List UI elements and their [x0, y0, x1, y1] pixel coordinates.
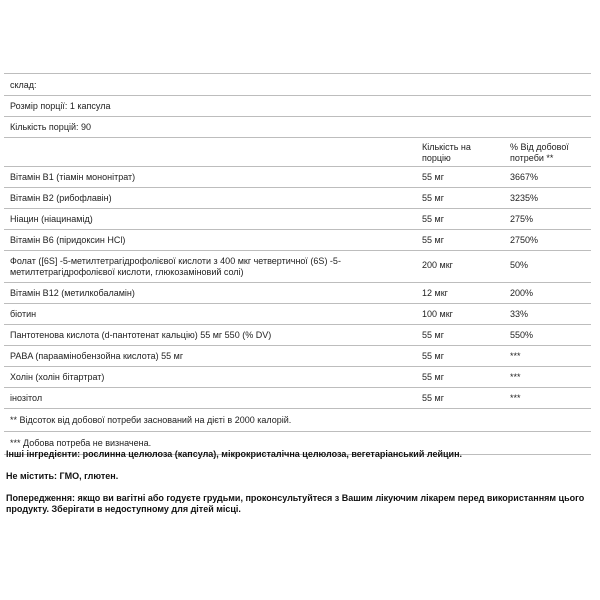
nutrient-amount: 200 мкг: [422, 260, 453, 270]
table-row: [4, 304, 591, 325]
warning-text: Попередження: якщо ви вагітні або годуєте грудьми, проконсультуйтеся з Вашим лікуючим лікарем перед використанням цього продукту. Зберігати в недоступному для дітей місці.: [6, 493, 585, 514]
undefined-footnote: *** Добова потреба не визначена.: [10, 438, 152, 448]
nutrient-amount: 100 мкг: [422, 309, 453, 319]
nutrient-name: PABA (параамінобензойна кислота) 55 мг: [10, 351, 184, 361]
nutrient-dv: 550%: [510, 330, 534, 340]
servings-count-row: [4, 117, 591, 138]
table-row: [4, 346, 591, 367]
nutrient-amount: 55 мг: [422, 235, 444, 245]
nutrient-amount: 55 мг: [422, 193, 444, 203]
nutrient-dv: 200%: [510, 288, 534, 298]
nutrient-name: Фолат ([6S] -5-метилтетрагідрофолієвої кислоти з 400 мкг четвертичної (6S) -5-метилтетрагідрофолієвої кислоти, глюкозаміновий солі): [10, 256, 341, 277]
table-row: [4, 230, 591, 251]
table-row: [4, 167, 591, 188]
nutrient-name: Ніацин (ніацинамід): [10, 214, 93, 224]
nutrient-dv: 3667%: [510, 172, 539, 182]
nutrient-name: Холін (холін бітартрат): [10, 372, 105, 382]
nutrient-amount: 55 мг: [422, 214, 444, 224]
nutrient-name: Вітамін B12 (метилкобаламін): [10, 288, 135, 298]
supplement-facts-table: [4, 73, 591, 455]
table-row: [4, 367, 591, 388]
nutrient-amount: 12 мкг: [422, 288, 448, 298]
composition-label: склад:: [10, 80, 37, 90]
nutrient-name: Вітамін B1 (тіамін мононітрат): [10, 172, 136, 182]
nutrient-amount: 55 мг: [422, 372, 444, 382]
composition-row: [4, 73, 591, 96]
nutrient-dv: 33%: [510, 309, 529, 319]
nutrient-dv: ***: [510, 351, 521, 361]
nutrient-name: Вітамін B6 (піридоксин HCl): [10, 235, 126, 245]
dv-footnote: ** Відсоток від добової потреби заснований на дієті в 2000 калорій.: [10, 415, 292, 425]
servings-count: Кількість порцій: 90: [10, 122, 92, 132]
nutrient-amount: 55 мг: [422, 172, 444, 182]
table-row: [4, 251, 591, 283]
nutrient-name: Вітамін B2 (рибофлавін): [10, 193, 112, 203]
nutrient-dv: ***: [510, 372, 521, 382]
footnote-row: [4, 409, 591, 432]
product-notes: [6, 449, 586, 515]
table-row: [4, 188, 591, 209]
table-row: [4, 325, 591, 346]
nutrient-dv: ***: [510, 393, 521, 403]
table-row: [4, 283, 591, 304]
does-not-contain: Не містить: ГМО, глютен.: [6, 471, 119, 481]
serving-size-row: [4, 96, 591, 117]
nutrient-name: інозітол: [10, 393, 43, 403]
nutrient-dv: 275%: [510, 214, 534, 224]
other-ingredients: Інші інгредієнти: рослинна целюлоза (капсула), мікрокристалічна целюлоза, вегетаріанський лейцин.: [6, 449, 463, 459]
serving-size: Розмір порції: 1 капсула: [10, 101, 111, 111]
table-row: [4, 209, 591, 230]
amount-per-serving-header: Кількість на порцію: [422, 142, 471, 163]
nutrient-amount: 55 мг: [422, 351, 444, 361]
nutrient-name: Пантотенова кислота (d-пантотенат кальцію) 55 мг 550 (% DV): [10, 330, 272, 340]
nutrient-dv: 3235%: [510, 193, 539, 203]
nutrient-dv: 2750%: [510, 235, 539, 245]
nutrient-amount: 55 мг: [422, 393, 444, 403]
daily-value-header: % Від добової потреби **: [510, 142, 569, 163]
table-header-row: [4, 138, 591, 167]
table-row: [4, 388, 591, 409]
nutrient-name: біотин: [10, 309, 37, 319]
nutrient-dv: 50%: [510, 260, 529, 270]
nutrient-amount: 55 мг: [422, 330, 444, 340]
